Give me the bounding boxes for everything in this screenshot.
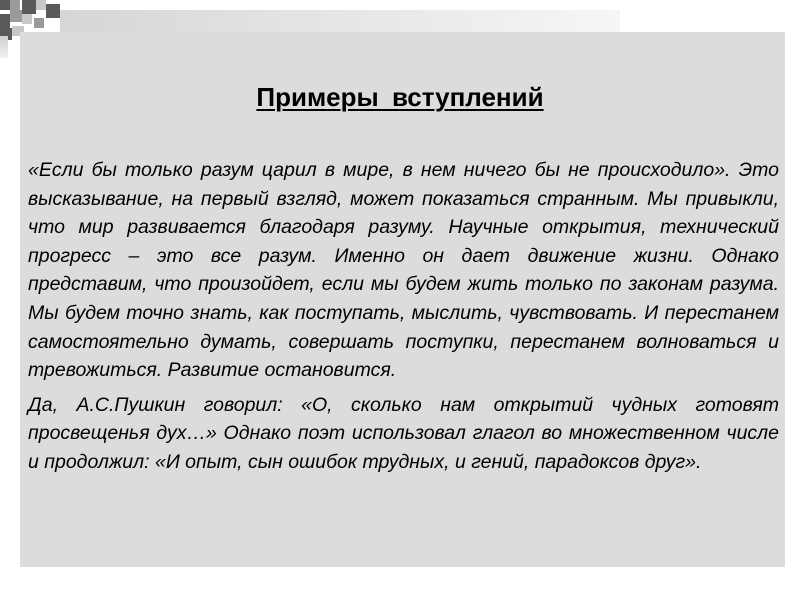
- paragraph-2: Да, А.С.Пушкин говорил: «О, сколько нам открытий чудных готовят просвещенья дух…» Однако поэт использовал глагол во множественном числе и продолжил: «И опыт, сын ошибок трудных, и гений, парадоксов друг».: [28, 393, 779, 473]
- paragraph-1: «Если бы только разум царил в мире, в нем ничего бы не происходило». Это высказывание, на первый взгляд, может показаться странным. Мы привыкли, что мир развивается благодаря разуму. Научные открытия, технический прогресс – это все разум. Именно он дает движение жизни. Однако представим, что произойдет, если мы будем жить только по законам разума. Мы будем точно знать, как поступать, мыслить, чувствовать. И перестанем самостоятельно думать, совершать поступки, перестанем волноваться и тревожиться. Развитие остановится.: [28, 159, 779, 382]
- side-bar: [0, 36, 8, 58]
- slide-body: [28, 156, 779, 477]
- slide-title: [0, 82, 800, 113]
- slide-title-text: Примеры вступлений: [256, 82, 544, 112]
